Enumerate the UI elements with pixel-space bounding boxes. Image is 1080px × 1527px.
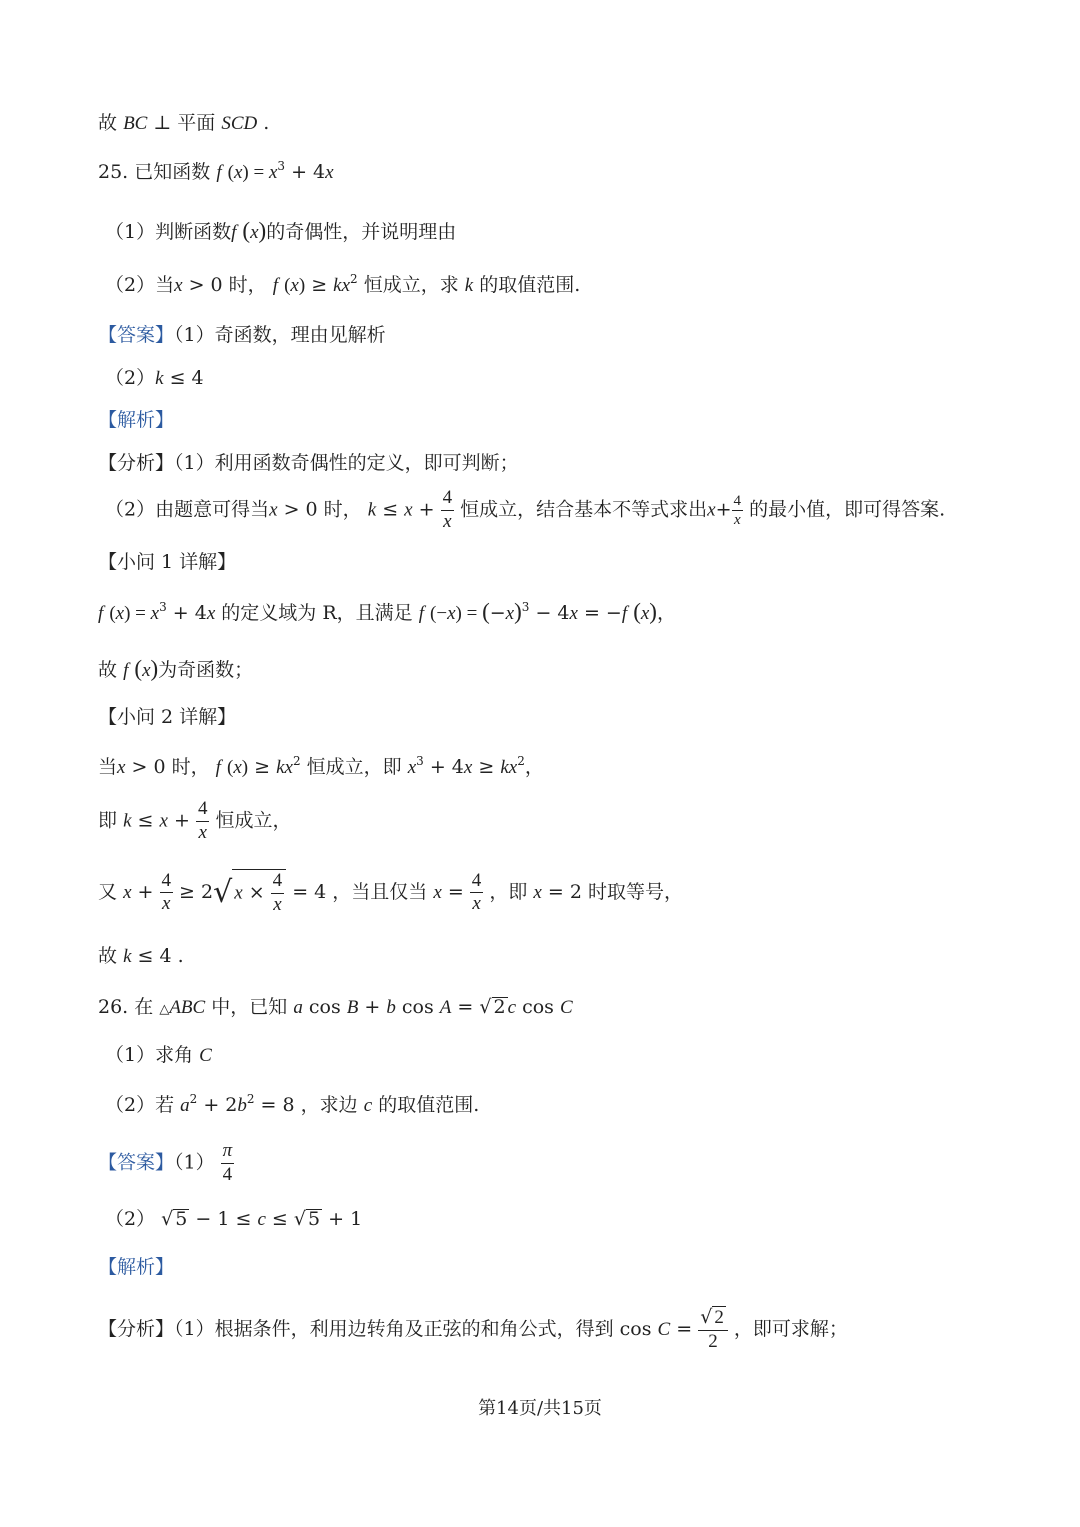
fenxi-25-2: （2）由题意可得当x > 0 时， k ≤ x + $\frac{4}{x}$ 恒成立，结合基本不等式求出x+ $\frac{4}{x}$ 的最小值，即可得答案. xyxy=(105,487,946,532)
conclusion-line: 故 BC ⊥ 平面 SCD . xyxy=(98,112,270,134)
answer-26: 【答案】（1） $\frac{\pi}{4}$ xyxy=(98,1140,233,1185)
fraction-4-over-x-small: $\frac{4}{x}$ xyxy=(733,492,742,528)
solution-1-line1: f $(x) = x^3 + 4x$ 的定义域为 R，且满足 f $(-x) = (-x)^3 - 4x = -f$ (x)， xyxy=(98,599,676,624)
sub-question-2-heading: 【小问 2 详解】 xyxy=(98,706,237,728)
fenxi-26-1: 【分析】（1）根据条件，利用边转角及正弦的和角公式，得到 cos C = $\frac{√ 2}{2}$ ，即可求解； xyxy=(98,1306,848,1352)
question-25: 25. 已知函数 f $(x) = x^3 + 4x$ xyxy=(98,159,334,183)
answer-26-part2: （2） √ 5 − 1 ≤ c ≤ √ 5 + 1 xyxy=(105,1208,363,1230)
question-26: 26. 在 △ABC 中，已知 a cos B + b cos A = √ 2 c cos C xyxy=(98,996,573,1018)
answer-25: 【答案】（1）奇函数，理由见解析 xyxy=(98,324,386,346)
solution-2-line4: 故 k ≤ 4 . xyxy=(98,945,184,967)
answer-tag: 【答案】 xyxy=(98,324,175,346)
sub-question-1-heading: 【小问 1 详解】 xyxy=(98,551,237,573)
analysis-tag-26: 【解析】 xyxy=(98,1256,175,1278)
question-25-part1: （1）判断函数f (x)的奇偶性，并说明理由 xyxy=(105,218,457,243)
analysis-tag: 【解析】 xyxy=(98,409,175,431)
question-26-part1: （1）求角 C xyxy=(105,1044,212,1066)
question-26-part2: （2）若 $a^2 + 2b^2 = 8$ ，求边 c 的取值范围. xyxy=(105,1092,480,1116)
answer-25-part2: （2）k ≤ 4 xyxy=(105,367,204,389)
solution-1-line2: 故 f (x)为奇函数； xyxy=(98,656,254,681)
page-footer: 第14页/共15页 xyxy=(478,1398,602,1419)
solution-2-line1: 当x > 0 时， f $(x) \ge kx^2$ 恒成立，即 $x^3 + 4x \ge kx^2$， xyxy=(98,754,544,778)
solution-2-line3: 又 x + $\frac{4}{x}$ ≥ 2√ x × $\frac{4}{x}$ = 4 ，当且仅当 x = $\frac{4}{x}$ ，即 x = 2 时取等号， xyxy=(98,869,683,915)
question-25-part2: （2）当x > 0 时， f $(x) \ge kx^2$ 恒成立，求 k 的取值范围. xyxy=(105,272,581,296)
solution-2-line2: 即 k ≤ x + $\frac{4}{x}$ 恒成立， xyxy=(98,798,292,843)
fenxi-25-1: 【分析】（1）利用函数奇偶性的定义，即可判断； xyxy=(98,452,519,474)
fraction-4-over-x: $\frac{4}{x}$ xyxy=(442,487,453,532)
